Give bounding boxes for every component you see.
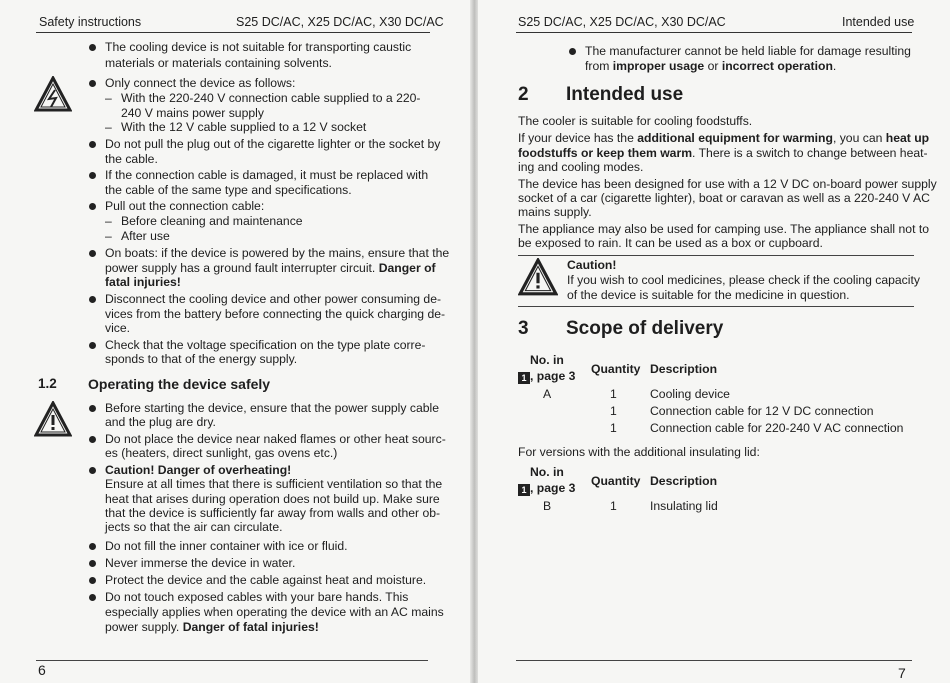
text-line: Check that the voltage specification on the type plate corre- (105, 338, 426, 352)
text-line: Never immerse the device in water. (105, 556, 296, 570)
warning-icon (34, 401, 72, 439)
header-rule (36, 32, 430, 33)
figure-box-icon: 1 (518, 372, 530, 384)
text-line: On boats: if the device is powered by the mains, ensure that the (105, 246, 450, 260)
bullet (89, 594, 96, 601)
text-line: vice. (105, 321, 131, 335)
dash: – (105, 214, 112, 228)
table-cell-desc: Insulating lid (650, 499, 718, 513)
column-header-quantity: Quantity (591, 362, 641, 376)
text-line: The cooler is suitable for cooling foodstuffs. (518, 114, 753, 128)
bullet (89, 467, 96, 474)
header-right-title: Intended use (842, 15, 915, 29)
text-line: Protect the device and the cable against heat and moisture. (105, 573, 427, 587)
text-line: be exposed to rain. It can be used as a box or cupboard. (518, 236, 823, 250)
text-line: heat that arises during operation does not build up. Make sure (105, 492, 440, 506)
text-line: The manufacturer cannot be held liable for damage resulting (585, 44, 911, 58)
text-line: With the 12 V cable supplied to a 12 V socket (121, 120, 367, 134)
column-header-description: Description (650, 362, 718, 376)
page-number: 6 (38, 662, 46, 678)
header-left-models: S25 DC/AC, X25 DC/AC, X30 DC/AC (236, 15, 444, 29)
text-line: and the plug are dry. (105, 415, 216, 429)
text-line: If your device has the (518, 131, 634, 145)
bullet (89, 436, 96, 443)
page-left (0, 0, 472, 683)
table-cell-no: A (543, 387, 552, 401)
bullet (89, 577, 96, 584)
footer-rule (36, 660, 428, 661)
text-line: the cable. (105, 152, 158, 166)
bullet (89, 203, 96, 210)
emphasis-text: heat up (885, 131, 930, 145)
bullet (569, 48, 576, 55)
table-cell-qty: 1 (610, 387, 617, 401)
text-line: mains supply. (518, 205, 592, 219)
bullet (89, 250, 96, 257)
figure-box-icon: 1 (518, 484, 530, 496)
text-line: Disconnect the cooling device and other power consuming de- (105, 292, 442, 306)
text-line: If you wish to cool medicines, please check if the cooling capacity (567, 273, 920, 287)
danger-text: Danger of (378, 261, 436, 275)
text-line: sponds to that of the energy supply. (105, 352, 298, 366)
text-line: Only connect the device as follows: (105, 76, 296, 90)
bullet (89, 141, 96, 148)
text-line: , you can (832, 131, 883, 145)
column-header-page: , page 3 (530, 481, 576, 495)
section-number: 1.2 (38, 376, 57, 391)
emphasis-text: additional equipment for warming (637, 131, 833, 145)
electric-warning-icon (34, 76, 72, 114)
dash: – (105, 120, 112, 134)
text-line: The appliance may also be used for camping use. The appliance shall not to (518, 222, 930, 236)
text-line: Ensure at all times that there is sufficient ventilation so that the (105, 477, 443, 491)
text-line: Do not pull the plug out of the cigarette lighter or the socket by (105, 137, 441, 151)
column-header-no: No. in (530, 353, 564, 367)
emphasis-text: foodstuffs or keep them warm (518, 146, 693, 160)
column-header-no: No. in (530, 465, 564, 479)
section-title: Intended use (566, 84, 684, 105)
table-cell-desc: Connection cable for 12 V DC connection (650, 404, 874, 418)
dash: – (105, 229, 112, 243)
column-header-quantity: Quantity (591, 474, 641, 488)
text-line: Before cleaning and maintenance (121, 214, 303, 228)
column-header-page: , page 3 (530, 369, 576, 383)
text-line: . (832, 59, 837, 73)
bullet (89, 296, 96, 303)
text-line: 240 V mains power supply (121, 106, 264, 120)
table-cell-qty: 1 (610, 404, 617, 418)
bullet (89, 342, 96, 349)
text-line: For versions with the additional insulating lid: (518, 445, 760, 459)
text-line: Do not place the device near naked flames or other heat sourc- (105, 432, 446, 446)
text-line: The device has been designed for use with a 12 V DC on-board power supply (518, 177, 937, 191)
emphasis-text: improper usage (612, 59, 705, 73)
footer-rule (516, 660, 912, 661)
text-line: If the connection cable is damaged, it must be replaced with (105, 168, 429, 182)
text-line: power supply. (105, 620, 180, 634)
danger-text: fatal injuries! (105, 275, 181, 289)
caution-rule-bottom (518, 306, 914, 307)
text-line: especially applies when operating the device with an AC mains (105, 605, 444, 619)
page-right (478, 0, 950, 683)
page-number: 7 (898, 665, 906, 681)
text-line: or (707, 59, 719, 73)
text-line: that the device is sufficiently far away from walls and other ob- (105, 506, 441, 520)
table-cell-qty: 1 (610, 499, 617, 513)
text-line: . There is a switch to change between heat- (692, 146, 928, 160)
emphasis-text: incorrect operation (721, 59, 833, 73)
text-line: es (heaters, direct sunlight, gas ovens etc.) (105, 446, 338, 460)
text-line: ing and cooling modes. (518, 160, 644, 174)
text-line: Do not fill the inner container with ice or fluid. (105, 539, 348, 553)
bullet (89, 80, 96, 87)
section-title: Scope of delivery (566, 318, 724, 339)
bullet (89, 172, 96, 179)
text-line: The cooling device is not suitable for transporting caustic (105, 40, 412, 54)
table-cell-no: B (543, 499, 552, 513)
text-line: of the device is suitable for the medicine in question. (567, 288, 850, 302)
text-line: With the 220-240 V connection cable supplied to a 220- (121, 91, 421, 105)
danger-text: Danger of fatal injuries! (182, 620, 319, 634)
table-cell-qty: 1 (610, 421, 617, 435)
bullet (89, 543, 96, 550)
header-left-title: Safety instructions (39, 15, 142, 29)
text-line: power supply has a ground fault interrupter circuit. (105, 261, 376, 275)
text-line: vices from the battery before connecting the quick charging de- (105, 307, 446, 321)
section-number: 3 (518, 318, 529, 339)
header-right-models: S25 DC/AC, X25 DC/AC, X30 DC/AC (518, 15, 726, 29)
section-number: 2 (518, 84, 529, 105)
column-header-description: Description (650, 474, 718, 488)
text-line: Pull out the connection cable: (105, 199, 265, 213)
bullet (89, 44, 96, 51)
text-line: materials or materials containing solvents. (105, 56, 332, 70)
text-line: Do not touch exposed cables with your bare hands. This (105, 590, 409, 604)
caution-rule-top (518, 255, 914, 256)
bullet (89, 405, 96, 412)
section-title: Operating the device safely (88, 376, 271, 392)
warning-icon (518, 258, 558, 298)
text-line: Before starting the device, ensure that the power supply cable (105, 401, 440, 415)
header-rule (516, 32, 912, 33)
caution-text: Caution! Danger of overheating! (105, 463, 292, 477)
text-line: from (585, 59, 610, 73)
text-line: the cable of the same type and specifications. (105, 183, 352, 197)
caution-title: Caution! (567, 258, 617, 272)
text-line: jects so that the air can circulate. (105, 520, 283, 534)
text-line: socket of a car (cigarette lighter), boat or caravan as well as a 220-240 V AC (518, 191, 930, 205)
dash: – (105, 91, 112, 105)
text-line: After use (121, 229, 170, 243)
table-cell-desc: Connection cable for 220-240 V AC connection (650, 421, 904, 435)
bullet (89, 560, 96, 567)
table-cell-desc: Cooling device (650, 387, 730, 401)
